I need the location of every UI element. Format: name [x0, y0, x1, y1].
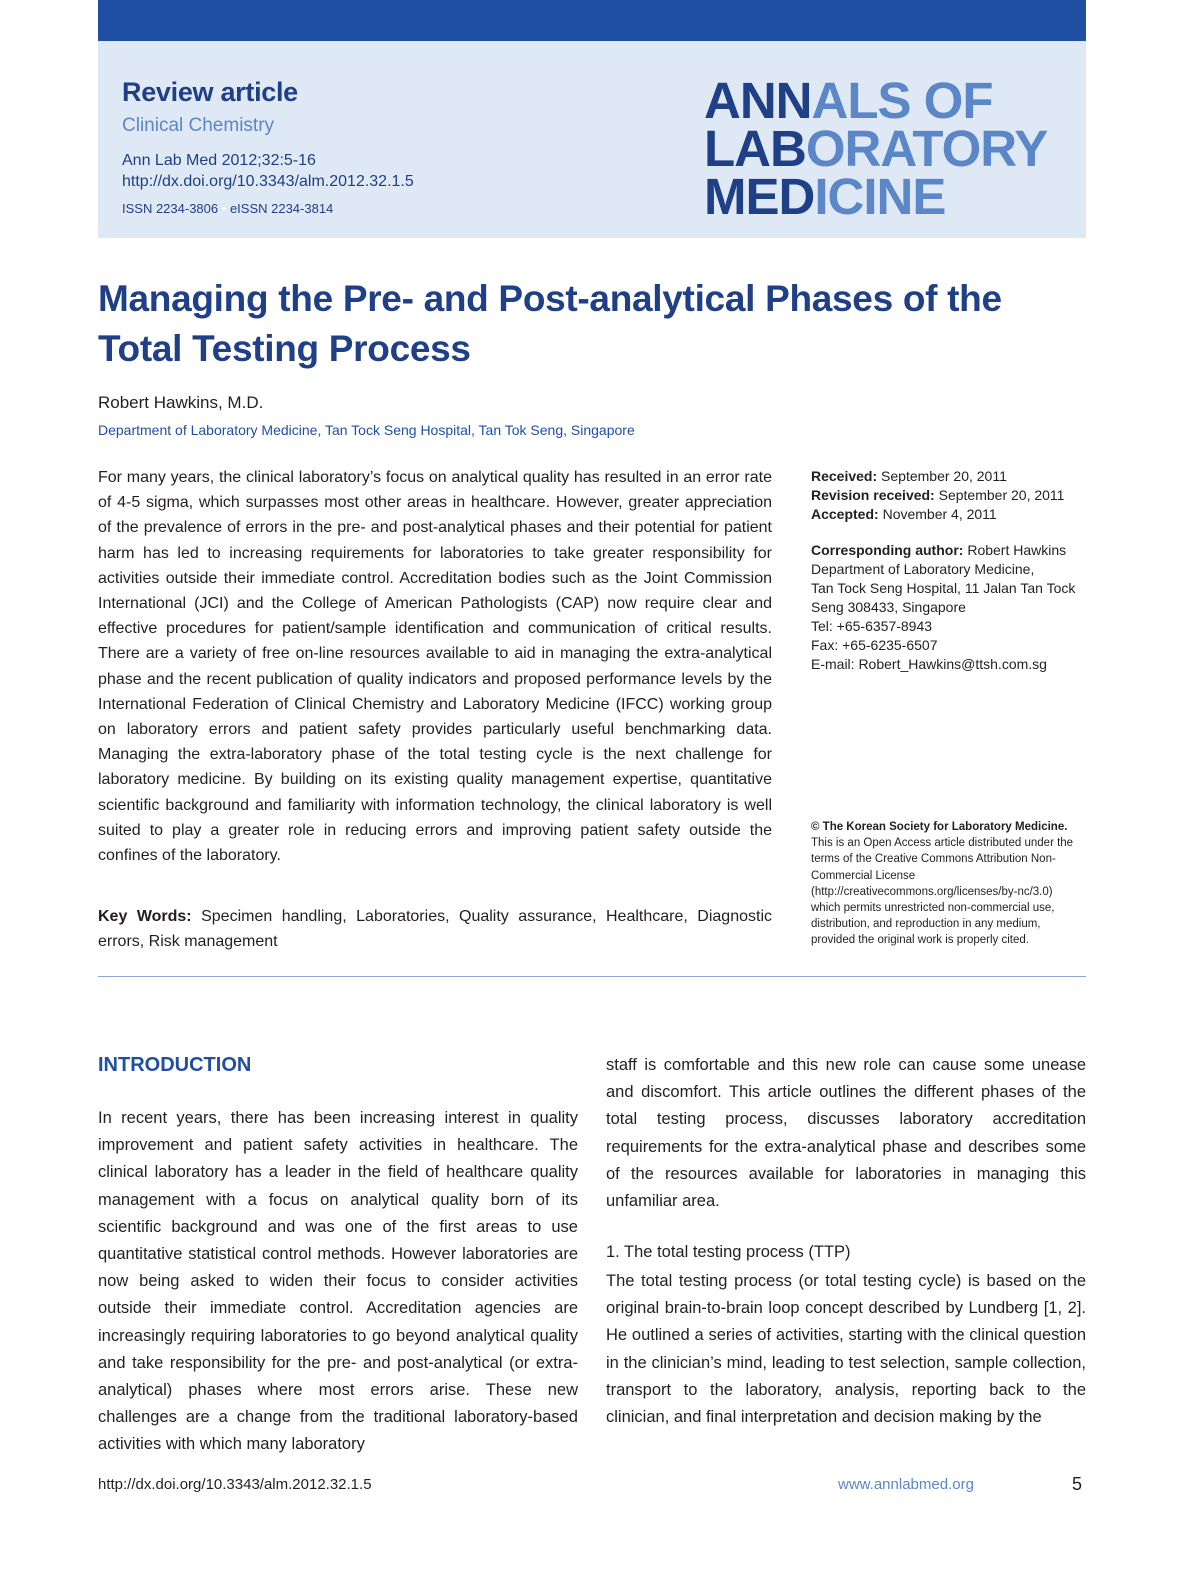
article-title: Managing the Pre- and Post-analytical Phases of the Total Testing Process: [98, 278, 1002, 369]
corr-tel: Tel: +65-6357-8943: [811, 618, 933, 634]
intro-paragraph-left: In recent years, there has been increasing interest in quality improvement and patient safety activities in healthcare. The clinical laboratory has a leader in the field of healthcare quality management with a focus on analytical quality born of its scientific background and was one of the first areas to use quantitative statistical control methods. However laboratories are now being asked to widen their focus to consider activities outside their immediate control. Accreditation agencies are increasingly requiring laboratories to go beyond analytical quality and take responsibility for the pre- and post-analytical (or extra-analytical) phases where most errors arise. These new challenges are a change from the traditional laboratory-based activities with which many laboratory: [98, 1109, 578, 1454]
page-number: 5: [1072, 1474, 1083, 1494]
corr-fax: Fax: +65-6235-6507: [811, 637, 938, 653]
eissn: eISSN 2234-3814: [229, 201, 334, 216]
citation: Ann Lab Med 2012;32:5-16: [122, 152, 316, 169]
journal-logo-line-2: LABORATORY: [704, 120, 1048, 177]
corr-line: Department of Laboratory Medicine,: [811, 561, 1035, 577]
copyright-label: © The Korean Society for Laboratory Medicine.: [811, 821, 1068, 833]
copyright-text: This is an Open Access article distributed under the terms of the Creative Commons Attribution Non-Commercial License (http://creativecommons.org/licenses/by-nc/3.0) which permits unrestricted non-commercial use, distribution, and reproduction in any medium, provided the original work is properly cited.: [811, 837, 1074, 947]
corr-line: Seng 308433, Singapore: [811, 599, 966, 615]
received-date: Received: September 20, 2011: [811, 468, 1007, 484]
revision-date: Revision received: September 20, 2011: [811, 487, 1065, 503]
issn: ISSN 2234-3806: [122, 201, 219, 216]
author: Robert Hawkins, M.D.: [98, 393, 264, 412]
journal-header: [98, 41, 1086, 238]
issn-line: [122, 201, 333, 216]
article-category: Clinical Chemistry: [122, 115, 275, 136]
section-divider: [98, 976, 1086, 977]
journal-logo-line-3: MEDICINE: [704, 168, 946, 225]
keywords: [98, 904, 772, 954]
copyright-notice: [811, 819, 1081, 949]
footer-doi[interactable]: http://dx.doi.org/10.3343/alm.2012.32.1.5: [98, 1476, 372, 1493]
issn-separator: •: [221, 201, 227, 216]
introduction-heading: INTRODUCTION: [98, 1054, 252, 1076]
doi-link[interactable]: http://dx.doi.org/10.3343/alm.2012.32.1.5: [122, 173, 414, 190]
keywords-text: Specimen handling, Laboratories, Quality assurance, Healthcare, Diagnostic errors, Risk management: [98, 908, 772, 951]
keywords-label: Key Words:: [98, 908, 192, 925]
top-color-bar: [98, 0, 1086, 41]
journal-logo-line-1: ANNALS OF: [704, 72, 993, 129]
accepted-date: Accepted: November 4, 2011: [811, 506, 997, 522]
corr-email[interactable]: E-mail: Robert_Hawkins@ttsh.com.sg: [811, 656, 1047, 672]
article-dates: [811, 467, 1064, 524]
affiliation: Department of Laboratory Medicine, Tan Tock Seng Hospital, Tan Tok Seng, Singapore: [98, 422, 635, 438]
intro-paragraph-right: staff is comfortable and this new role can cause some unease and discomfort. This article outlines the different phases of the total testing process, discusses laboratory accreditation requirements for the extra-analytical phase and describes some of the resources available for laboratories in managing this unfamiliar area.: [606, 1056, 1086, 1211]
ttp-subheading: 1. The total testing process (TTP): [606, 1243, 851, 1261]
corresponding-author: [811, 541, 1075, 674]
corr-line: Tan Tock Seng Hospital, 11 Jalan Tan Tock: [811, 580, 1076, 596]
article-type: Review article: [122, 77, 298, 107]
journal-logo: [704, 72, 1048, 225]
footer-website[interactable]: www.annlabmed.org: [838, 1476, 974, 1493]
ttp-paragraph: The total testing process (or total testing cycle) is based on the original brain-to-brain loop concept described by Lundberg [1, 2]. He outlined a series of activities, starting with the clinical question in the clinician’s mind, leading to test selection, sample collection, transport to the laboratory, analysis, reporting back to the clinician, and final interpretation and decision making by the: [606, 1272, 1086, 1427]
corresponding-author-name: Corresponding author: Robert Hawkins: [811, 542, 1067, 558]
abstract: For many years, the clinical laboratory’s focus on analytical quality has resulted in an error rate of 4-5 sigma, which surpasses most other areas in healthcare. However, greater appreciation of the prevalence of errors in the pre- and post-analytical phases and their potential for patient harm has led to increasing requirements for laboratories to take greater responsibility for activities outside their immediate control. Accreditation bodies such as the Joint Commission International (JCI) and the College of American Pathologists (CAP) now require clear and effective procedures for patient/sample identification and communication of critical results. There are a variety of free on-line resources available to aid in managing the extra-analytical phase and the recent publication of quality indicators and proposed performance levels by the International Federation of Clinical Chemistry and Laboratory Medicine (IFCC) working group on laboratory errors and patient safety provides particularly useful benchmarking data. Managing the extra-laboratory phase of the total testing cycle is the next challenge for laboratory medicine. By building on its existing quality management expertise, quantitative scientific background and familiarity with information technology, the clinical laboratory is well suited to play a greater role in reducing errors and improving patient safety outside the confines of the laboratory.: [98, 469, 772, 865]
